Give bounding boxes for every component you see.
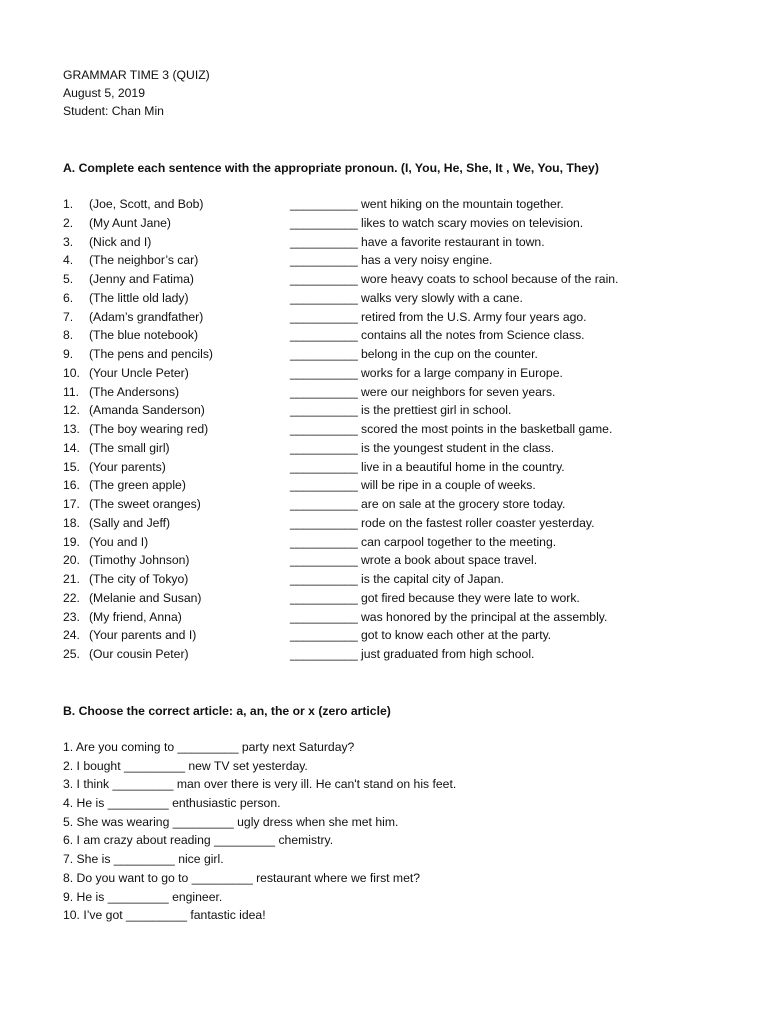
item-subject: (Amanda Sanderson)	[89, 403, 205, 418]
answer-blank: __________	[290, 553, 358, 568]
answer-blank: __________	[290, 459, 358, 474]
article-item-1: 1. Are you coming to _________ party next Saturday?	[63, 740, 355, 754]
answer-blank: __________	[290, 197, 358, 211]
item-sentence: scored the most points in the basketball game.	[361, 422, 613, 436]
item-number: 25.	[63, 647, 80, 661]
item-subject: (The boy wearing red)	[89, 422, 209, 436]
item-sentence: got to know each other at the party.	[361, 628, 552, 643]
item-subject: (Jenny and Fatima)	[89, 272, 194, 286]
pronoun-item-12	[63, 403, 723, 422]
item-subject: (Melanie and Susan)	[89, 590, 202, 605]
item-sentence: wore heavy coats to school because of the rain.	[361, 272, 619, 286]
item-subject: (The blue notebook)	[89, 328, 199, 343]
pronoun-item-15	[63, 460, 723, 479]
answer-blank: __________	[290, 609, 358, 624]
answer-blank: __________	[290, 590, 358, 605]
section-b-list	[63, 740, 723, 927]
pronoun-item-16	[63, 478, 723, 497]
item-number: 15.	[63, 459, 80, 474]
answer-blank: __________	[290, 309, 358, 324]
item-sentence: belong in the cup on the counter.	[361, 347, 538, 361]
article-item-2: 2. I bought _________ new TV set yesterday.	[63, 758, 308, 773]
pronoun-item-17	[63, 497, 723, 516]
item-subject: (Your Uncle Peter)	[89, 365, 189, 380]
item-subject: (Our cousin Peter)	[89, 647, 189, 661]
article-item-6: 6. I am crazy about reading _________ chemistry.	[63, 833, 334, 848]
item-number: 3.	[63, 234, 74, 249]
item-subject: (The green apple)	[89, 478, 186, 493]
article-item-4: 4. He is _________ enthusiastic person.	[63, 796, 281, 811]
article-item-5: 5. She was wearing _________ ugly dress when she met him.	[63, 814, 399, 829]
answer-blank: __________	[290, 384, 358, 399]
item-subject: (The city of Tokyo)	[89, 572, 189, 586]
document-date: August 5, 2019	[63, 86, 145, 100]
item-subject: (Adam’s grandfather)	[89, 309, 204, 324]
item-subject: (Nick and I)	[89, 234, 152, 249]
pronoun-item-2	[63, 216, 723, 235]
item-number: 10.	[63, 365, 80, 380]
item-subject: (The neighbor’s car)	[89, 253, 199, 268]
pronoun-item-13	[63, 422, 723, 441]
item-sentence: will be ripe in a couple of weeks.	[361, 478, 536, 493]
article-item-8: 8. Do you want to go to _________ restaurant where we first met?	[63, 870, 421, 885]
item-sentence: have a favorite restaurant in town.	[361, 234, 545, 249]
pronoun-item-5	[63, 272, 723, 291]
item-sentence: were our neighbors for seven years.	[361, 384, 556, 399]
answer-blank: __________	[290, 347, 358, 361]
item-subject: (Sally and Jeff)	[89, 515, 171, 530]
pronoun-item-19	[63, 535, 723, 554]
item-number: 21.	[63, 572, 80, 586]
pronoun-item-9	[63, 347, 723, 366]
item-number: 1.	[63, 197, 74, 211]
pronoun-item-22	[63, 591, 723, 610]
student-name: Student: Chan Min	[63, 104, 164, 118]
answer-blank: __________	[290, 628, 358, 643]
item-sentence: walks very slowly with a cane.	[361, 290, 523, 305]
answer-blank: __________	[290, 440, 358, 455]
answer-blank: __________	[290, 253, 358, 268]
pronoun-item-21	[63, 572, 723, 591]
pronoun-item-1	[63, 197, 723, 216]
pronoun-item-6	[63, 291, 723, 310]
answer-blank: __________	[290, 478, 358, 493]
item-sentence: can carpool together to the meeting.	[361, 534, 557, 549]
item-sentence: was honored by the principal at the assembly.	[361, 609, 608, 624]
article-item-7: 7. She is _________ nice girl.	[63, 852, 224, 867]
pronoun-item-11	[63, 385, 723, 404]
answer-blank: __________	[290, 328, 358, 343]
item-sentence: are on sale at the grocery store today.	[361, 497, 566, 511]
item-sentence: has a very noisy engine.	[361, 253, 493, 268]
item-number: 5.	[63, 272, 74, 286]
article-item-9: 9. He is _________ engineer.	[63, 889, 223, 904]
item-subject: (Your parents)	[89, 459, 166, 474]
answer-blank: __________	[290, 215, 358, 230]
item-number: 22.	[63, 590, 80, 605]
answer-blank: __________	[290, 497, 358, 511]
item-number: 12.	[63, 403, 80, 418]
pronoun-item-3	[63, 235, 723, 254]
item-number: 6.	[63, 290, 74, 305]
answer-blank: __________	[290, 290, 358, 305]
item-sentence: rode on the fastest roller coaster yesterday.	[361, 515, 595, 530]
answer-blank: __________	[290, 234, 358, 249]
answer-blank: __________	[290, 515, 358, 530]
item-sentence: is the capital city of Japan.	[361, 572, 504, 586]
item-number: 24.	[63, 628, 80, 643]
item-subject: (The small girl)	[89, 440, 170, 455]
item-subject: (The Andersons)	[89, 384, 180, 399]
item-sentence: live in a beautiful home in the country.	[361, 459, 565, 474]
item-subject: (The pens and pencils)	[89, 347, 213, 361]
item-number: 9.	[63, 347, 74, 361]
item-number: 18.	[63, 515, 80, 530]
answer-blank: __________	[290, 572, 358, 586]
pronoun-item-10	[63, 366, 723, 385]
item-number: 20.	[63, 553, 80, 568]
item-sentence: is the youngest student in the class.	[361, 440, 555, 455]
pronoun-item-7	[63, 310, 723, 329]
pronoun-item-4	[63, 253, 723, 272]
answer-blank: __________	[290, 272, 358, 286]
answer-blank: __________	[290, 647, 358, 661]
pronoun-item-14	[63, 441, 723, 460]
item-sentence: works for a large company in Europe.	[361, 365, 563, 380]
item-sentence: got fired because they were late to work.	[361, 590, 580, 605]
item-number: 4.	[63, 253, 74, 268]
article-item-3: 3. I think _________ man over there is very ill. He can't stand on his feet.	[63, 777, 457, 792]
item-subject: (Joe, Scott, and Bob)	[89, 197, 204, 211]
item-subject: (My Aunt Jane)	[89, 215, 171, 230]
item-number: 16.	[63, 478, 80, 493]
pronoun-item-18	[63, 516, 723, 535]
item-number: 2.	[63, 215, 74, 230]
answer-blank: __________	[290, 365, 358, 380]
item-number: 11.	[63, 384, 80, 399]
item-number: 23.	[63, 609, 80, 624]
answer-blank: __________	[290, 422, 358, 436]
item-sentence: wrote a book about space travel.	[361, 553, 538, 568]
item-subject: (My friend, Anna)	[89, 609, 182, 624]
pronoun-item-23	[63, 610, 723, 629]
item-number: 17.	[63, 497, 80, 511]
item-number: 13.	[63, 422, 80, 436]
item-number: 7.	[63, 309, 74, 324]
article-item-10: 10. I’ve got _________ fantastic idea!	[63, 908, 266, 923]
item-subject: (You and I)	[89, 534, 149, 549]
item-subject: (The little old lady)	[89, 290, 189, 305]
pronoun-item-24	[63, 628, 723, 647]
item-sentence: contains all the notes from Science class.	[361, 328, 585, 343]
pronoun-item-8	[63, 328, 723, 347]
item-sentence: is the prettiest girl in school.	[361, 403, 512, 418]
item-sentence: retired from the U.S. Army four years ago.	[361, 309, 587, 324]
item-number: 14.	[63, 440, 80, 455]
item-sentence: likes to watch scary movies on television.	[361, 215, 584, 230]
item-number: 19.	[63, 534, 80, 549]
answer-blank: __________	[290, 534, 358, 549]
section-b-title: B. Choose the correct article: a, an, the or x (zero article)	[63, 704, 391, 718]
item-subject: (The sweet oranges)	[89, 497, 201, 511]
document-title: GRAMMAR TIME 3 (QUIZ)	[63, 68, 210, 82]
item-sentence: just graduated from high school.	[361, 647, 535, 661]
answer-blank: __________	[290, 403, 358, 418]
pronoun-item-25	[63, 647, 723, 666]
pronoun-item-20	[63, 553, 723, 572]
section-a-title: A. Complete each sentence with the appropriate pronoun. (I, You, He, She, It , We, You, They)	[63, 161, 599, 175]
section-a-list	[63, 197, 723, 666]
item-number: 8.	[63, 328, 74, 343]
item-sentence: went hiking on the mountain together.	[361, 197, 564, 211]
item-subject: (Timothy Johnson)	[89, 553, 190, 568]
item-subject: (Your parents and I)	[89, 628, 197, 643]
